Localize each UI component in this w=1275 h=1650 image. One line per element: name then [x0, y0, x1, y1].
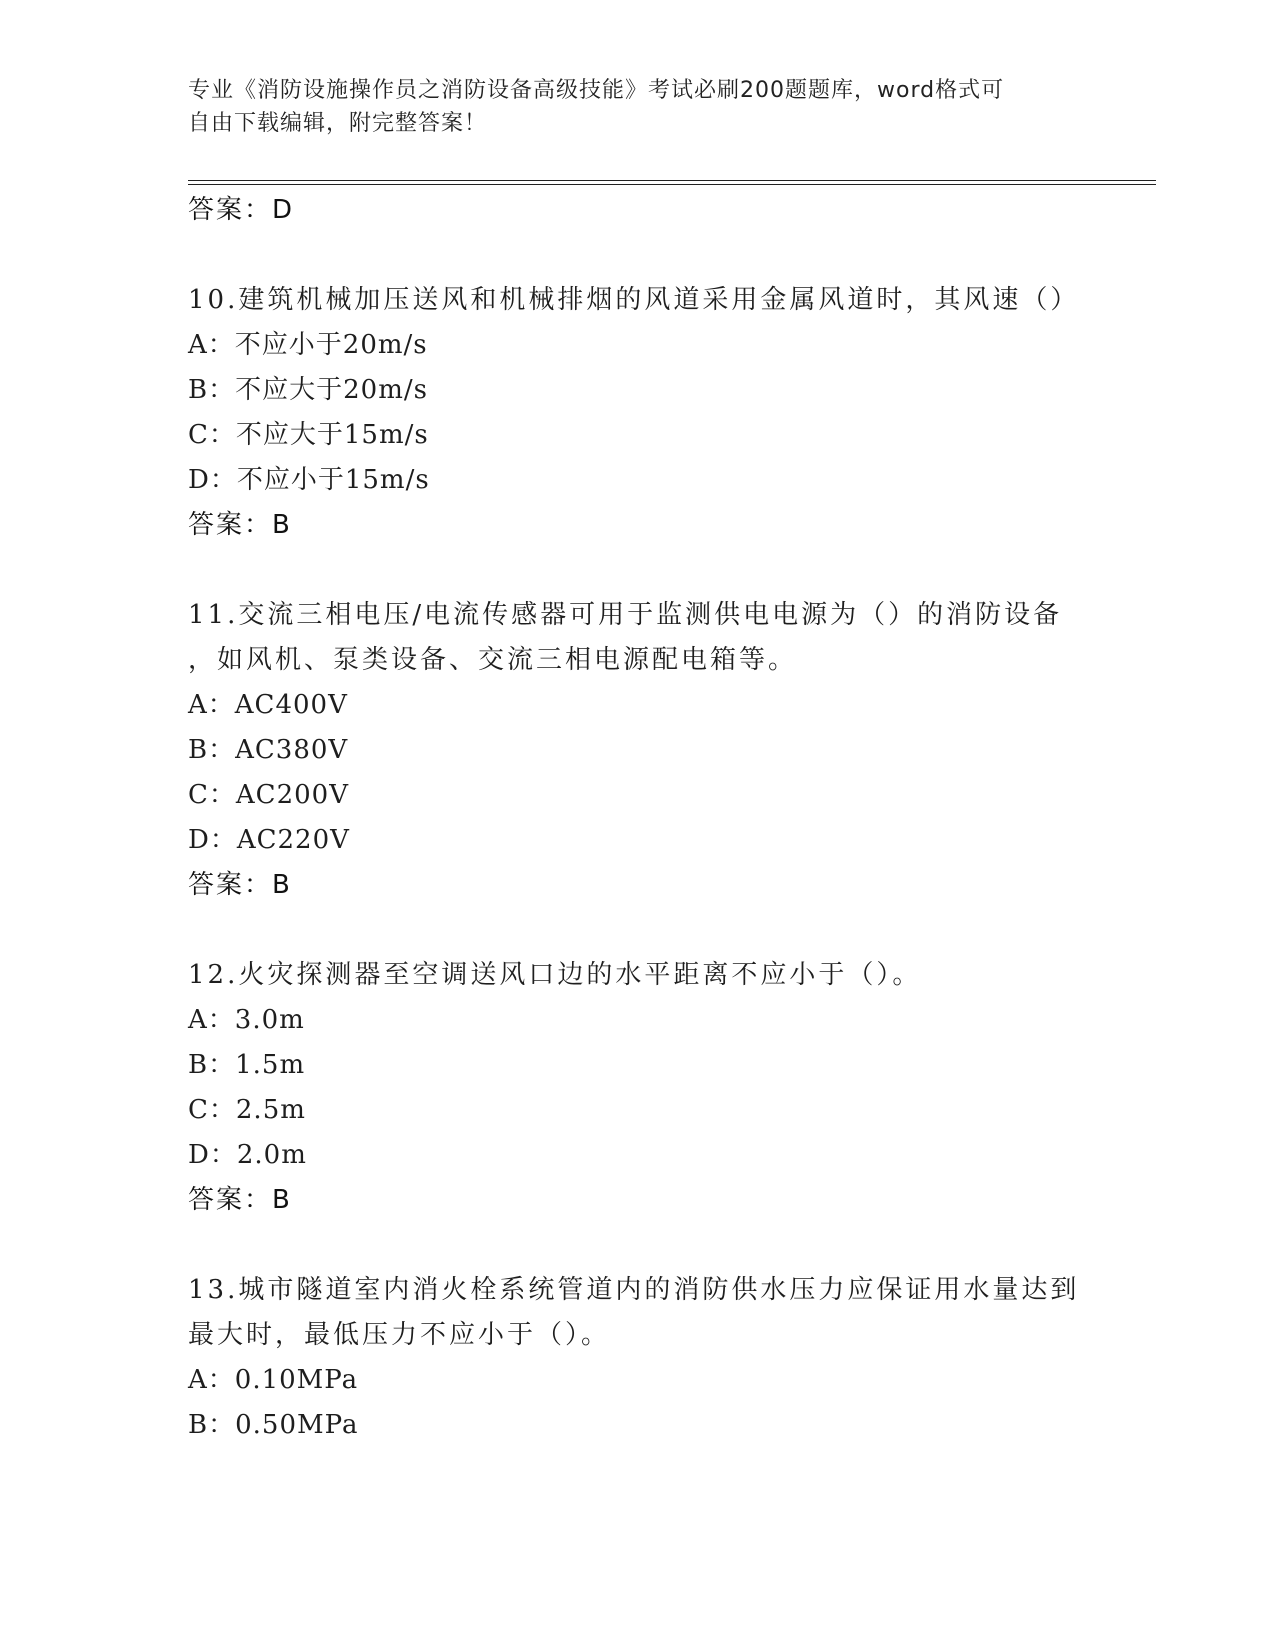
q11-stem-line-1: 11.交流三相电压/电流传感器可用于监测供电电源为（）的消防设备	[188, 600, 1063, 630]
q11-option-a: A：AC400V	[188, 690, 348, 720]
q11-answer: 答案：B	[188, 870, 292, 900]
q10-option-b: B：不应大于20m/s	[188, 375, 428, 405]
q10-option-a: A：不应小于20m/s	[188, 330, 428, 360]
q12-option-d: D：2.0m	[188, 1140, 307, 1170]
q12-stem: 12.火灾探测器至空调送风口边的水平距离不应小于（）。	[188, 960, 922, 990]
q13-option-b: B：0.50MPa	[188, 1410, 359, 1440]
q10-option-d: D：不应小于15m/s	[188, 465, 430, 495]
q12-option-c: C：2.5m	[188, 1095, 306, 1125]
q10-answer: 答案：B	[188, 510, 292, 540]
q12-answer: 答案：B	[188, 1185, 292, 1215]
q13-option-a: A：0.10MPa	[188, 1365, 359, 1395]
prev-answer: 答案：D	[188, 195, 295, 225]
header-divider-bottom	[188, 184, 1156, 185]
q11-option-b: B：AC380V	[188, 735, 349, 765]
document-header	[188, 74, 1068, 140]
header-line-2: 自由下载编辑，附完整答案！	[188, 111, 488, 136]
q12-option-b: B：1.5m	[188, 1050, 306, 1080]
header-divider-top	[188, 180, 1156, 181]
q13-stem-line-1: 13.城市隧道室内消火栓系统管道内的消防供水压力应保证用水量达到	[188, 1275, 1080, 1305]
q10-option-c: C：不应大于15m/s	[188, 420, 429, 450]
q12-option-a: A：3.0m	[188, 1005, 305, 1035]
q11-stem-line-2: ，如风机、泵类设备、交流三相电源配电箱等。	[188, 645, 798, 675]
q10-stem: 10.建筑机械加压送风和机械排烟的风道采用金属风道时，其风速（）	[188, 285, 1080, 315]
header-line-1: 专业《消防设施操作员之消防设备高级技能》考试必刷200题题库，word格式可	[188, 78, 1005, 103]
q13-stem-line-2: 最大时，最低压力不应小于（）。	[188, 1320, 611, 1350]
q11-option-d: D：AC220V	[188, 825, 350, 855]
q11-option-c: C：AC200V	[188, 780, 349, 810]
